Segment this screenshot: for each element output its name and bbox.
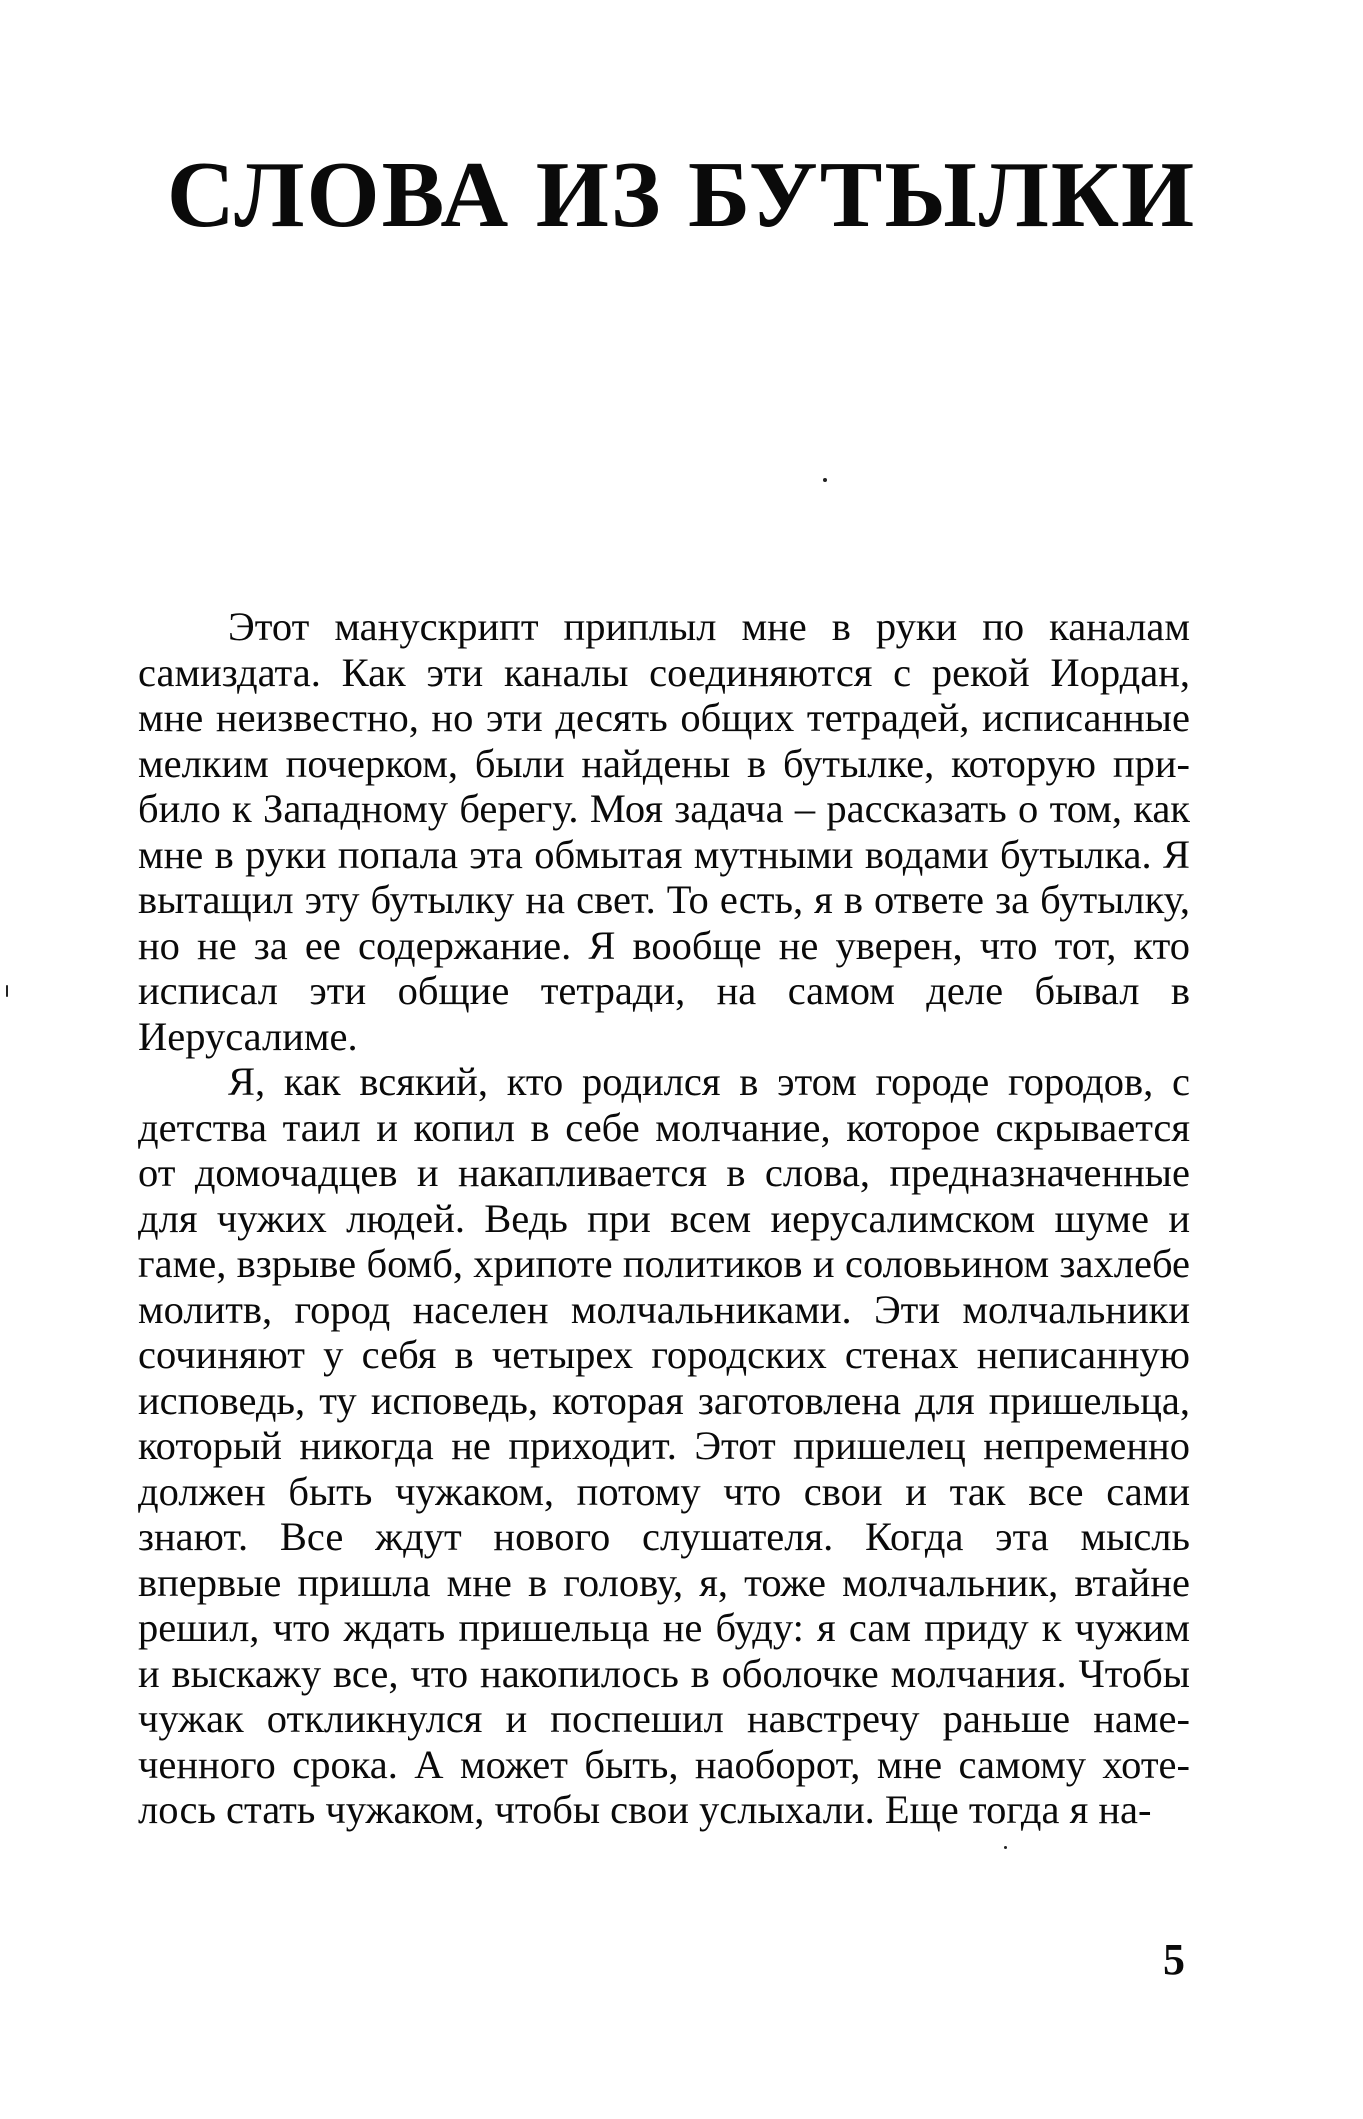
chapter-title: СЛОВА ИЗ БУТЫЛКИ bbox=[166, 143, 1197, 247]
page-number: 5 bbox=[1163, 1935, 1185, 1984]
paragraph: Я, как всякий, кто родился в этом городе городов, с детства таил и копил в себе молчание, которое скрывается от домочадцев и накапливается в слова, предназначенные для чужих людей. Ведь при всем иерусалимском шуме и гаме, взрыве бомб, хрипоте политиков и соловьином захлебе молитв, город населен молчальниками. Эти молчальники сочиняют у себя в четырех городских стенах неписанную исповедь, ту исповедь, которая заготовлена для пришельца, который никогда не приходит. Этот пришелец непременно должен быть чужаком, потому что свои и так все сами знают. Все ждут нового слушателя. Когда эта мысль впервые пришла мне в голову, я, тоже молчальник, втайне решил, что ждать пришельца не буду: я сам приду к чужим и выскажу все, что накопилось в оболочке молчания. Чтобы чужак откликнулся и поспешил навстречу раньше намеченного срока. А может быть, наоборот, мне самому хотелось стать чужаком, чтобы свои услыхали. Еще тогда я на- bbox=[138, 1059, 1190, 1832]
print-speck bbox=[6, 985, 8, 997]
paragraph: Этот манускрипт приплыл мне в руки по каналам самиздата. Как эти каналы соединяются с рекой Иордан, мне неизвестно, но эти десять общих тетрадей, исписанные мелким почерком, были найдены в бутылке, которую прибило к Западному берегу. Моя задача – рассказать о том, как мне в руки попала эта обмытая мутными водами бутылка. Я вытащил эту бутылку на свет. То есть, я в ответе за бутылку, но не за ее содержание. Я вообще не уверен, что тот, кто исписал эти общие тетради, на самом деле бывал в Иерусалиме. bbox=[138, 604, 1190, 1059]
body-text bbox=[138, 604, 1190, 1833]
print-speck bbox=[1004, 1846, 1007, 1849]
print-speck bbox=[823, 478, 827, 482]
